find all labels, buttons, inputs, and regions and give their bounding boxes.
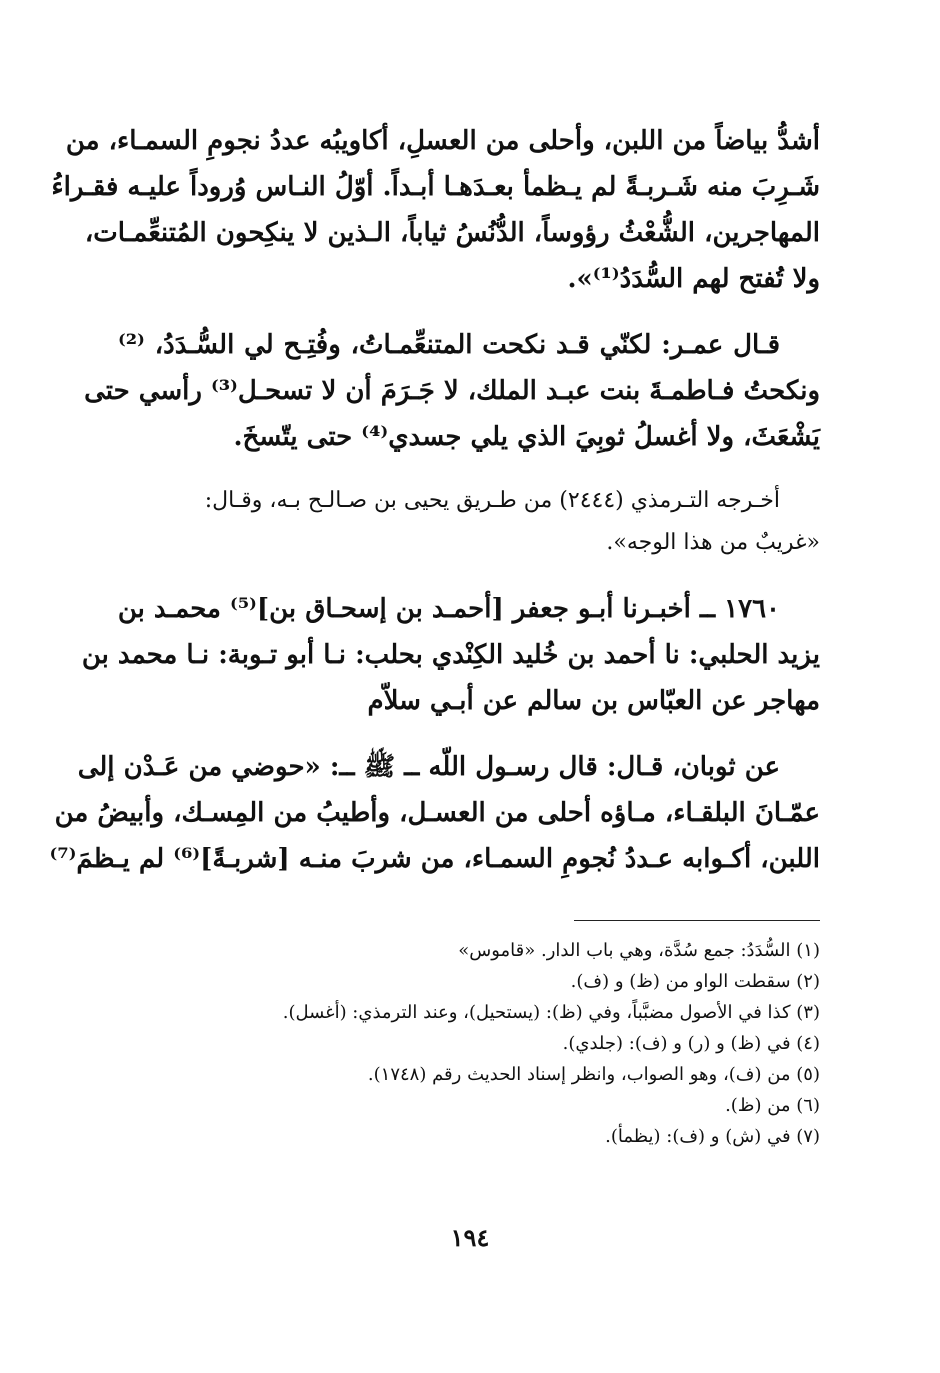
paragraph-umar-statement xyxy=(84,322,820,460)
page-number: ١٩٤ xyxy=(450,1223,490,1252)
text-line: المهاجرين، الشُّعْثُ رؤوساً، الدُّنُسُ ثياباً، الـذين لا ينكِحون المُتنعِّمـات، xyxy=(84,218,820,248)
footnote-6: (٦) من (ظ). xyxy=(725,1095,820,1116)
text-line: «غريبٌ من هذا الوجه». xyxy=(606,530,820,555)
text-line: مهاجر عن العبّاس بن سالم عن أبـي سلاّم xyxy=(367,686,820,716)
footnote-5: (٥) من (ف)، وهو الصواب، وانظر إسناد الحديث رقم (١٧٤٨). xyxy=(367,1064,820,1085)
footnotes xyxy=(118,935,820,1152)
paragraph-hadith-thawban xyxy=(49,744,820,882)
paragraph-takhrij-note xyxy=(118,480,820,564)
text-line: عن ثوبان، قـال: قال رسـول اللّه ــ ﷺ ــ: «حوضي من عَـدْن إلى xyxy=(77,752,780,782)
paragraph-isnad-1760 xyxy=(81,586,820,724)
text-line: يزيد الحلبي: نا أحمد بن خُليد الكِنْدي بحلب: نـا أبو تـوبة: نـا محمد بن xyxy=(81,640,820,670)
text-line: شَـرِبَ منه شَـربـةً لم يـظمأ بعـدَهـا أبـداً. أوّلُ النـاس وُروداً عليـه فقـراءُ xyxy=(51,172,820,202)
text-line: أشدُّ بياضاً من اللبن، وأحلى من العسلِ، أكاويبُه عددُ نجومِ السمـاء، من xyxy=(65,126,820,156)
footnote-2: (٢) سقطت الواو من (ظ) و (ف). xyxy=(570,971,820,992)
text-line: قـال عمـر: لكنّي قـد نكحت المتنعِّمـاتُ، وفُتِـح لي السُّـدَدُ، ⁽²⁾ xyxy=(118,330,780,360)
footnote-separator xyxy=(574,920,820,921)
footnote-4: (٤) في (ظ) و (ر) و (ف): (جلدي). xyxy=(562,1033,820,1054)
text-line: أخـرجه التـرمذي (٢٤٤٤) من طـريق يحيى بن صـالـح بـه، وقـال: xyxy=(204,488,780,513)
text-line: يَشْعَثَ، ولا أغسلُ ثوبِيَ الذي يلي جسدي⁽⁴⁾ حتى يتّسخَ. xyxy=(233,422,820,452)
text-line: ١٧٦٠ ــ أخبـرنا أبـو جعفر [أحمـد بن إسحـاق بن]⁽⁵⁾ محمـد بن xyxy=(117,594,780,624)
footnote-7: (٧) في (ش) و (ف): (يظمأ). xyxy=(605,1126,820,1147)
footnote-3: (٣) كذا في الأصول مضبَّباً، وفي (ظ): (يستحيل)، وعند الترمذي: (أغسل). xyxy=(282,1002,820,1023)
text-line: اللبن، أكـوابه عـددُ نُجومِ السمـاء، من شربَ منـه [شربـةً]⁽⁶⁾ لم يـظمَ⁽⁷⁾ xyxy=(49,844,820,874)
text-line: عمّـانَ البلقـاء، مـاؤه أحلى من العسـل، وأطيبُ من المِسـك، وأبيضُ من xyxy=(54,798,820,828)
footnote-1: (١) السُّدَدُ: جمع سُدَّة، وهي باب الدار. «قاموس» xyxy=(458,940,820,961)
text-line: ونكحتُ فـاطمـةَ بنت عبـد الملك، لا جَـرَمَ أن لا تسحـل⁽³⁾ رأسي حتى xyxy=(84,376,820,406)
paragraph-hadith-text xyxy=(51,118,820,302)
text-line: ولا تُفتح لهم السُّدَدُ⁽¹⁾». xyxy=(567,264,820,294)
